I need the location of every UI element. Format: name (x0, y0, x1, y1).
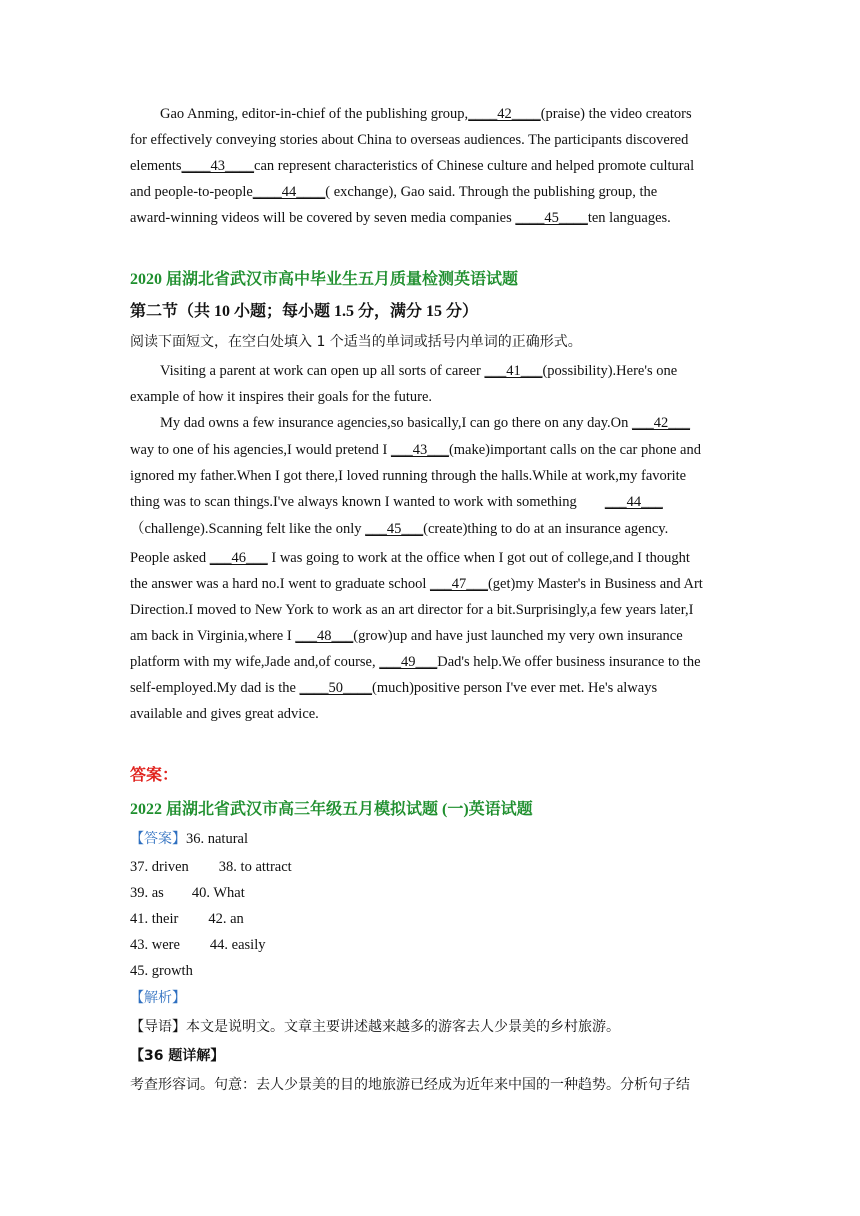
answer-line6 (130, 961, 193, 981)
blank-48: ___48___ (295, 628, 354, 644)
answer-line1 (130, 829, 248, 849)
text: ten languages. (587, 210, 671, 226)
blank-44b: ___44___ (604, 494, 663, 510)
answer-38: 38. to attract (218, 859, 292, 875)
text: can represent characteristics of Chinese culture and helped promote cultural (254, 158, 695, 174)
text: (praise) the video creators (540, 106, 692, 122)
passage-line2: example of how it inspires their goals for the future. (130, 389, 433, 405)
para1-line4 (130, 182, 657, 202)
passage-line6 (130, 492, 663, 512)
passage-line8 (130, 548, 690, 568)
passage-line4 (130, 440, 701, 460)
passage-line14: available and gives great advice. (130, 706, 319, 722)
passage-line13 (130, 678, 657, 698)
text: My dad owns a few insurance agencies,so basically,I can go there on any day.On (160, 415, 633, 431)
answer-tag: 【答案】 (130, 831, 186, 847)
blank-43b: ___43___ (390, 442, 449, 458)
exam-2020-title: 2020 届湖北省武汉市高中毕业生五月质量检测英语试题 (130, 271, 519, 288)
text: (much)positive person I've ever met. He's always (372, 680, 658, 696)
text: Visiting a parent at work can open up all sorts of career (160, 363, 485, 379)
answer-line3 (130, 883, 245, 903)
passage-line5: ignored my father.When I got there,I loved running through the halls.While at work,my favorite (130, 468, 687, 484)
exam-2022-title: 2022 届湖北省武汉市高三年级五月模拟试题 (一)英语试题 (130, 801, 533, 818)
passage-line9 (130, 574, 703, 594)
passage-line3 (160, 413, 690, 433)
text: and people-to-people (130, 184, 253, 200)
text: People asked (130, 550, 210, 566)
text: way to one of his agencies,I would pretend I (130, 442, 391, 458)
guide-text: 【导语】本文是说明文。文章主要讲述越来越多的游客去人少景美的乡村旅游。 (130, 1019, 620, 1035)
answer-43: 43. were (130, 937, 180, 953)
blank-42b: ___42___ (632, 415, 691, 431)
answer-40: 40. What (191, 885, 245, 901)
text: I was going to work at the office when I got out of college,and I thought (267, 550, 690, 566)
blank-45: ____45____ (515, 210, 588, 226)
answer-line4 (130, 909, 244, 929)
para1-line5 (130, 208, 671, 228)
para1-line3 (130, 156, 694, 176)
answer-44: 44. easily (209, 937, 266, 953)
blank-45b: ___45___ (365, 521, 424, 537)
analysis-tag: 【解析】 (130, 990, 186, 1006)
text: award-winning videos will be covered by seven media companies (130, 210, 516, 226)
answer-line5 (130, 935, 266, 955)
text: elements (130, 158, 182, 174)
para1-line1 (160, 104, 692, 124)
answer-37: 37. driven (130, 859, 189, 875)
text: (grow)up and have just launched my very own insurance (353, 628, 683, 644)
blank-42: ____42____ (468, 106, 541, 122)
text: Gao Anming, editor-in-chief of the publishing group, (160, 106, 469, 122)
q36-heading: 【36 题详解】 (130, 1048, 225, 1064)
blank-50: ____50____ (299, 680, 373, 696)
answer-41: 41. their (130, 911, 179, 927)
answer-line2 (130, 857, 292, 877)
blank-44: ____44____ (252, 184, 326, 200)
blank-46: ___46___ (209, 550, 268, 566)
blank-43: ____43____ (181, 158, 255, 174)
text: (create)thing to do at an insurance agency. (423, 521, 669, 537)
answers-heading: 答案： (130, 767, 179, 784)
answer-39: 39. as (130, 885, 164, 901)
section-heading: 第二节（共 10 小题；每小题 1.5 分，满分 15 分） (130, 303, 479, 320)
text: (get)my Master's in Business and Art (487, 576, 703, 592)
instruction: 阅读下面短文，在空白处填入 1 个适当的单词或括号内单词的正确形式。 (130, 334, 582, 350)
text: am back in Virginia,where I (130, 628, 296, 644)
answer-36: 36. natural (186, 831, 249, 847)
passage-line12 (130, 652, 701, 672)
blank-47: ___47___ (429, 576, 488, 592)
passage-line7 (130, 519, 668, 539)
answer-45: 45. growth (130, 963, 193, 979)
text: the answer was a hard no.I went to graduate school (130, 576, 430, 592)
blank-49: ___49___ (379, 654, 438, 670)
blank-41: ___41___ (484, 363, 543, 379)
passage-line11 (130, 626, 683, 646)
passage-line10: Direction.I moved to New York to work as an art director for a bit.Surprisingly,a few years later,I (130, 602, 694, 618)
passage-line1 (160, 361, 677, 381)
q36-text: 考查形容词。句意：去人少景美的目的地旅游已经成为近年来中国的一种趋势。分析句子结 (130, 1077, 690, 1093)
answer-42: 42. an (208, 911, 244, 927)
text: (make)important calls on the car phone and (448, 442, 701, 458)
text: (possibility).Here's one (542, 363, 678, 379)
text: platform with my wife,Jade and,of course, (130, 654, 380, 670)
para1-line2: for effectively conveying stories about China to overseas audiences. The participants discovered (130, 132, 689, 148)
text: （challenge).Scanning felt like the only (130, 521, 366, 537)
text: ( exchange), Gao said. Through the publishing group, the (325, 184, 658, 200)
text: Dad's help.We offer business insurance to the (437, 654, 701, 670)
text: thing was to scan things.I've always known I wanted to work with something (130, 494, 577, 510)
text: self-employed.My dad is the (130, 680, 300, 696)
